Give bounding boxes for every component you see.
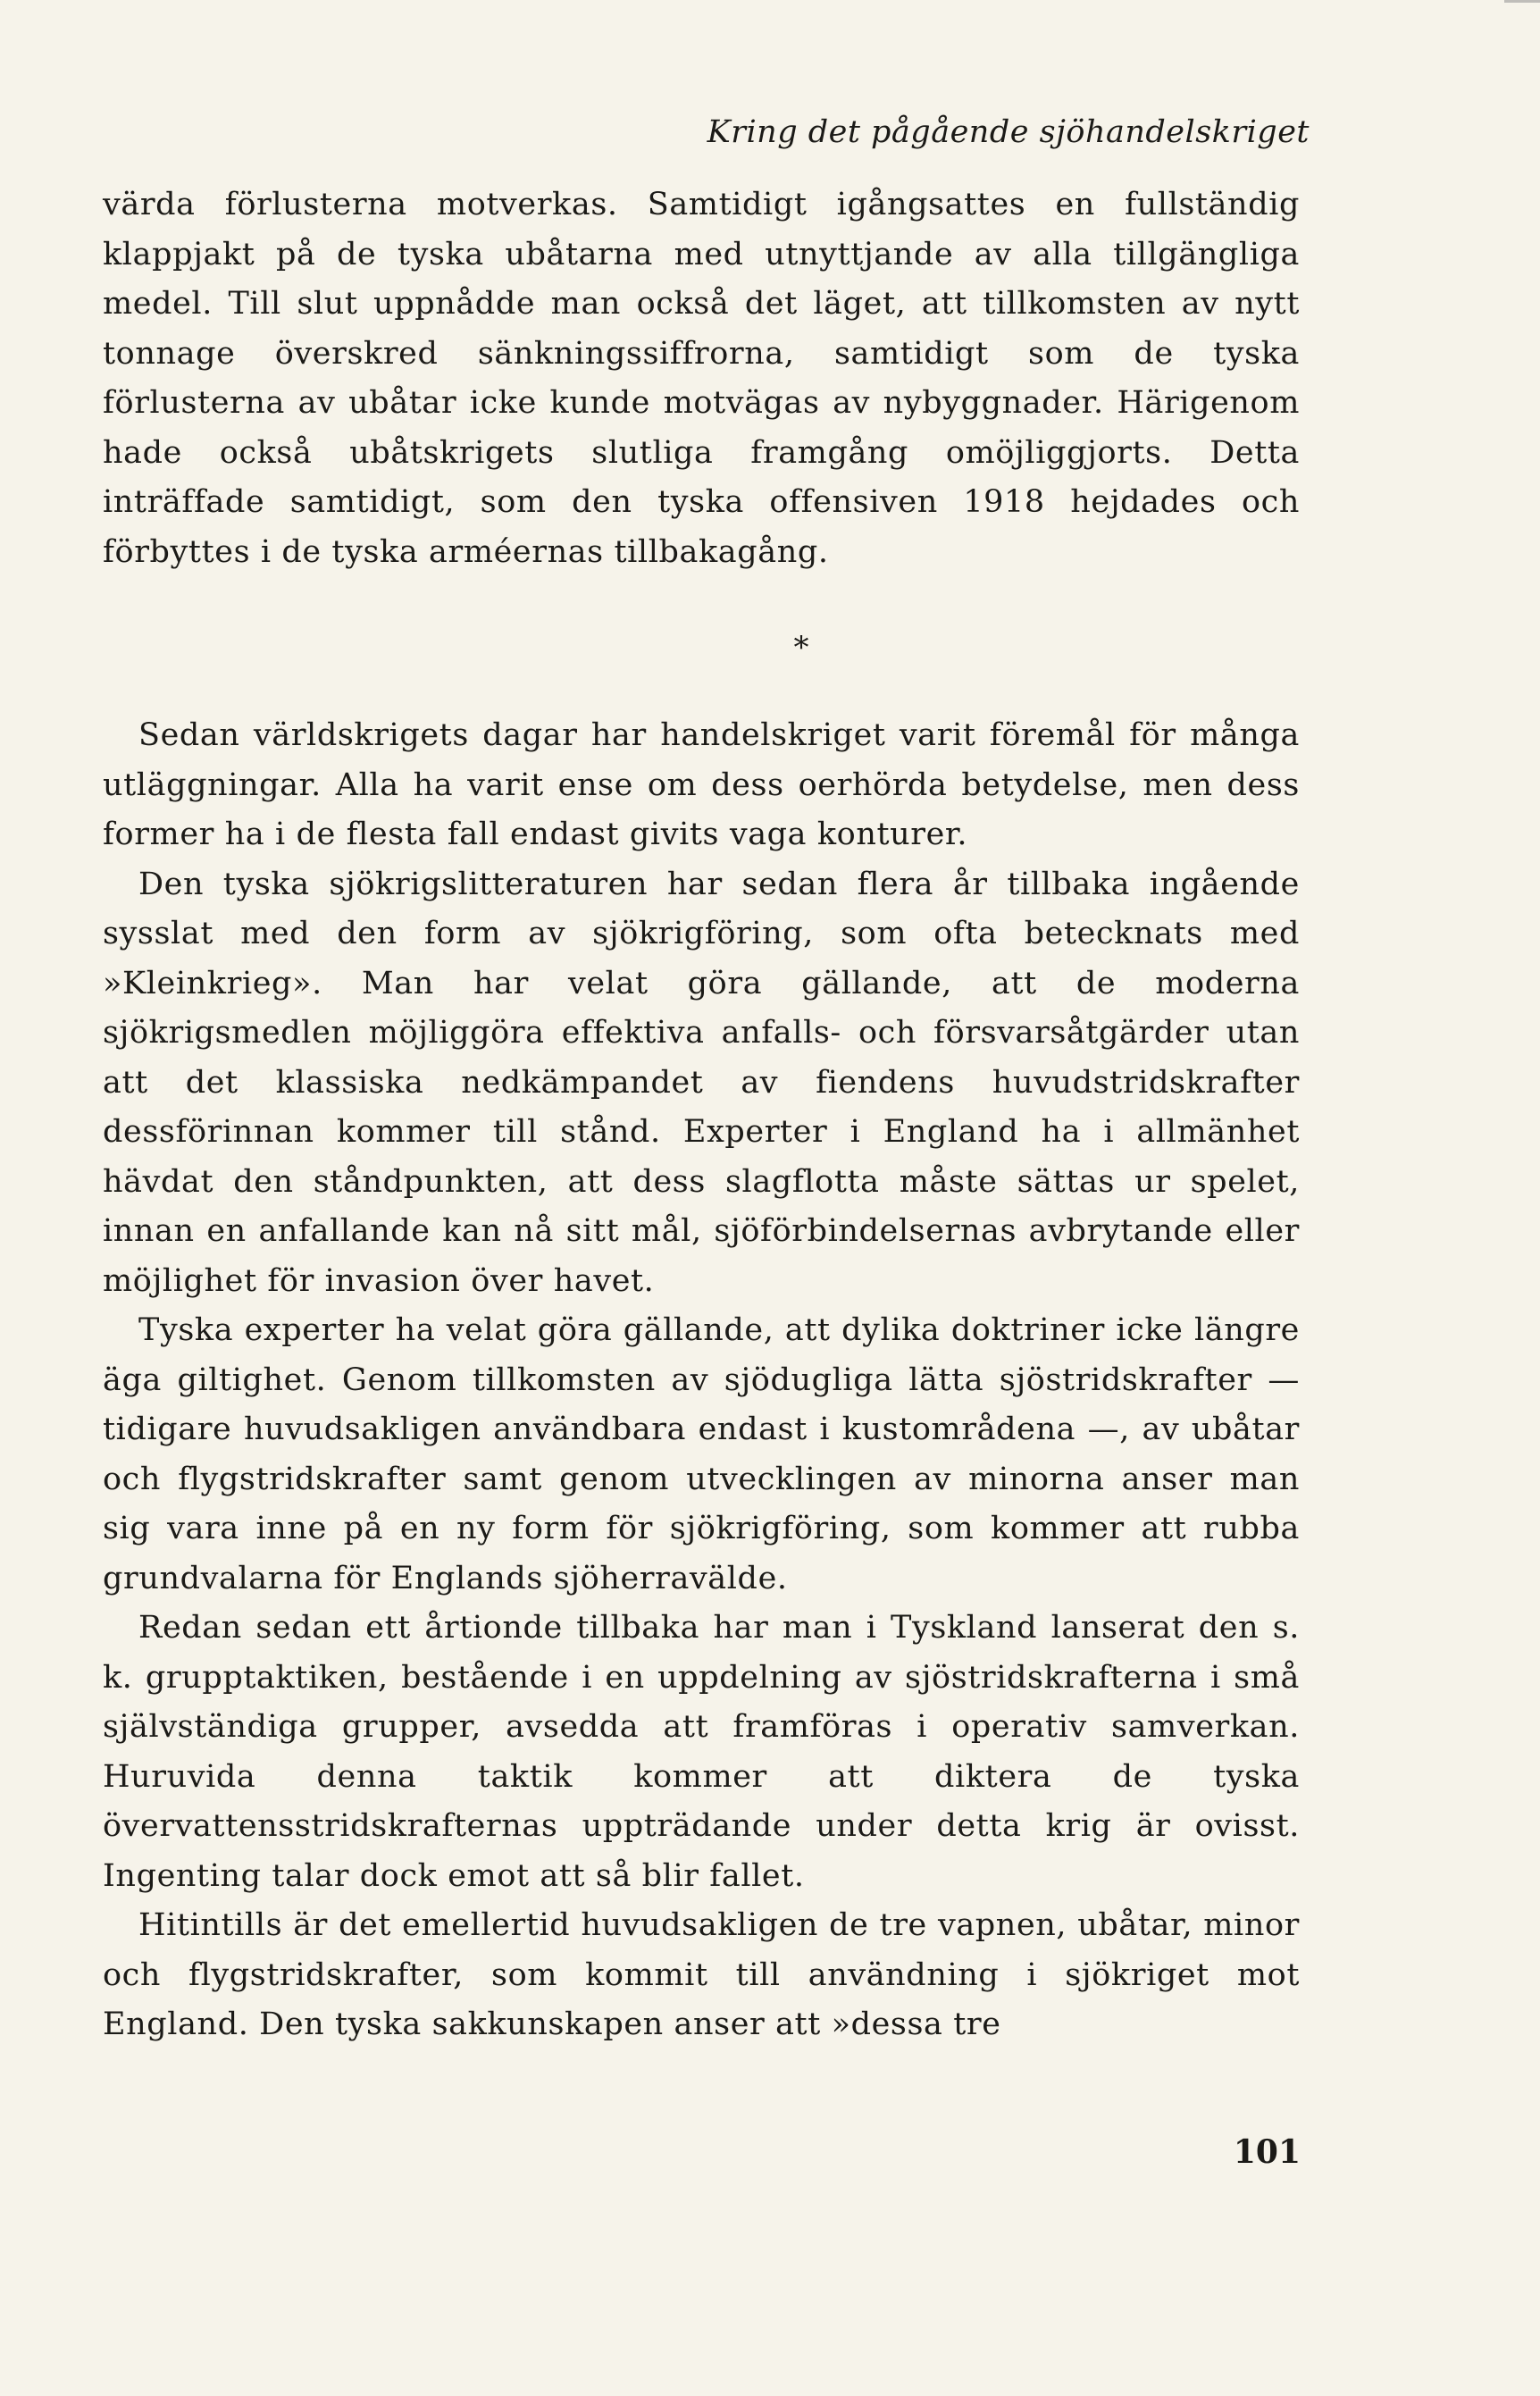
- page-number: 101: [1233, 2133, 1301, 2171]
- paragraph-2: Den tyska sjökrigslitteraturen har sedan flera år tillbaka ingående sysslat med den form av sjökrigföring, som ofta betecknats med »Kleinkrieg». Man har velat göra gällande, att de moderna sjökrigsmedlen möjliggöra effektiva anfalls- och försvarsåtgärder utan att det klassiska nedkämpandet av fiendens huvudstridskrafter dessförinnan kommer till stånd. Experter i England ha i allmänhet hävdat den ståndpunkten, att dess slagflotta måste sättas ur spelet, innan en anfallande kan nå sitt mål, sjöförbindelsernas avbrytande eller möjlighet för invasion över havet.: [103, 866, 1300, 1299]
- continued-paragraph: värda förlusterna motverkas. Samtidigt igångsattes en fullständig klappjakt på de tyska ubåtarna med utnyttjande av alla tillgängliga medel. Till slut uppnådde man också det läget, att tillkomsten av nytt tonnage överskred sänkningssiffrorna, samtidigt som de tyska förlusterna av ubåtar icke kunde motvägas av nybyggnader. Härigenom hade också ubåtskrigets slutliga framgång omöjliggjorts. Detta inträffade samtidigt, som den tyska offensiven 1918 hejdades och förbyttes i de tyska arméernas tillbakagång.: [103, 187, 1300, 570]
- continued-text-block: [103, 180, 1300, 577]
- section-separator: *: [793, 630, 809, 666]
- running-head: Kring det pågående sjöhandelskriget: [707, 114, 1310, 150]
- paragraph-5: Hitintills är det emellertid huvudsakligen de tre vapnen, ubåtar, minor och flygstridskrafter, som kommit till användning i sjökriget mot England. Den tyska sakkunskapen anser att »dessa tre: [103, 1907, 1300, 2042]
- paragraph-3: Tyska experter ha velat göra gällande, att dylika doktriner icke längre äga giltighet. Genom tillkomsten av sjödugliga lätta sjöstridskrafter — tidigare huvudsakligen användbara endast i kustområdena —, av ubåtar och flygstridskrafter samt genom utvecklingen av minorna anser man sig vara inne på en ny form för sjökrigföring, som kommer att rubba grundvalarna för Englands sjöherravälde.: [103, 1312, 1300, 1596]
- paragraph-4: Redan sedan ett årtionde tillbaka har man i Tyskland lanserat den s. k. grupptaktiken, bestående i en uppdelning av sjöstridskrafterna i små självständiga grupper, avsedda att framföras i operativ samverkan. Huruvida denna taktik kommer att diktera de tyska övervattensstridskrafternas uppträdande under detta krig är ovisst. Ingenting talar dock emot att så blir fallet.: [103, 1610, 1300, 1894]
- main-text-block: [103, 711, 1300, 2050]
- paragraph-1: Sedan världskrigets dagar har handelskriget varit föremål för många utläggningar. Alla ha varit ense om dess oerhörda betydelse, men dess former ha i de flesta fall endast givits vaga konturer.: [103, 717, 1300, 852]
- page-edge-mark: [1504, 0, 1540, 3]
